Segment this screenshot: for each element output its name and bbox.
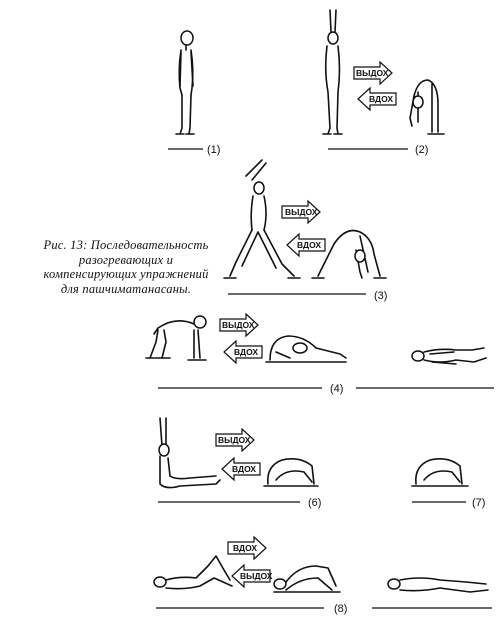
pose-2-label: (2) <box>415 144 429 156</box>
pose-7-forward-fold <box>412 459 468 486</box>
pose-2-inhale-arrow <box>358 88 396 110</box>
caption-line-3: компенсирующих упражнений <box>43 267 209 281</box>
pose-3-wide-stance <box>224 160 300 278</box>
pose-3-wide-bend <box>312 231 386 279</box>
caption-line-2: разогревающих и <box>78 252 174 267</box>
pose-6-inhale-text: ВДОХ <box>232 464 257 474</box>
pose-2-exhale-text: ВЫДОХ <box>356 68 389 78</box>
pose-6-label: (6) <box>308 497 322 509</box>
pose-6-inhale-arrow <box>222 458 260 480</box>
pose-2-exhale-arrow <box>354 62 392 84</box>
pose-4-exhale-arrow <box>220 314 258 336</box>
pose-8-supine <box>388 578 488 592</box>
pose-3-exhale-arrow <box>282 201 320 223</box>
pose-3-label: (3) <box>374 290 388 302</box>
pose-4-inhale-text: ВДОХ <box>234 347 259 357</box>
pose-4-label: (4) <box>330 383 344 395</box>
pose-4-supine <box>412 348 486 364</box>
caption-line-1: Рис. 13: Последовательность <box>43 238 209 252</box>
pose-6-exhale-text: ВЫДОХ <box>218 435 251 445</box>
pose-2-inhale-text: ВДОХ <box>369 94 394 104</box>
pose-8-lying-knees-bent <box>154 556 232 589</box>
pose-3-inhale-text: ВДОХ <box>297 240 322 250</box>
pose-8-exhale-text: ВЫДОХ <box>240 571 273 581</box>
pose-6-seated-arms-up <box>159 418 220 488</box>
pose-4-inhale-arrow <box>224 341 262 363</box>
pose-4-exhale-text: ВЫДОХ <box>222 320 255 330</box>
pose-1-label: (1) <box>207 144 221 156</box>
pose-1-standing <box>176 31 194 134</box>
pose-6-exhale-arrow <box>216 429 254 451</box>
pose-3-inhale-arrow <box>287 234 325 256</box>
pose-4-child-pose <box>266 336 346 362</box>
pose-8-bridge <box>274 566 340 592</box>
pose-3-exhale-text: ВЫДОХ <box>285 207 318 217</box>
pose-8-label: (8) <box>334 603 348 615</box>
pose-2-arms-up <box>323 10 342 134</box>
pose-7-label: (7) <box>472 497 486 509</box>
pose-4-all-fours <box>146 316 206 360</box>
pose-8-exhale-arrow <box>232 565 273 587</box>
pose-8-inhale-arrow <box>228 537 266 559</box>
pose-6-forward-fold <box>264 459 318 486</box>
pose-8-inhale-text: ВДОХ <box>233 543 258 553</box>
caption-line-4: для пашчиматанасаны. <box>60 281 192 296</box>
pose-2-forward-bend <box>410 80 444 134</box>
